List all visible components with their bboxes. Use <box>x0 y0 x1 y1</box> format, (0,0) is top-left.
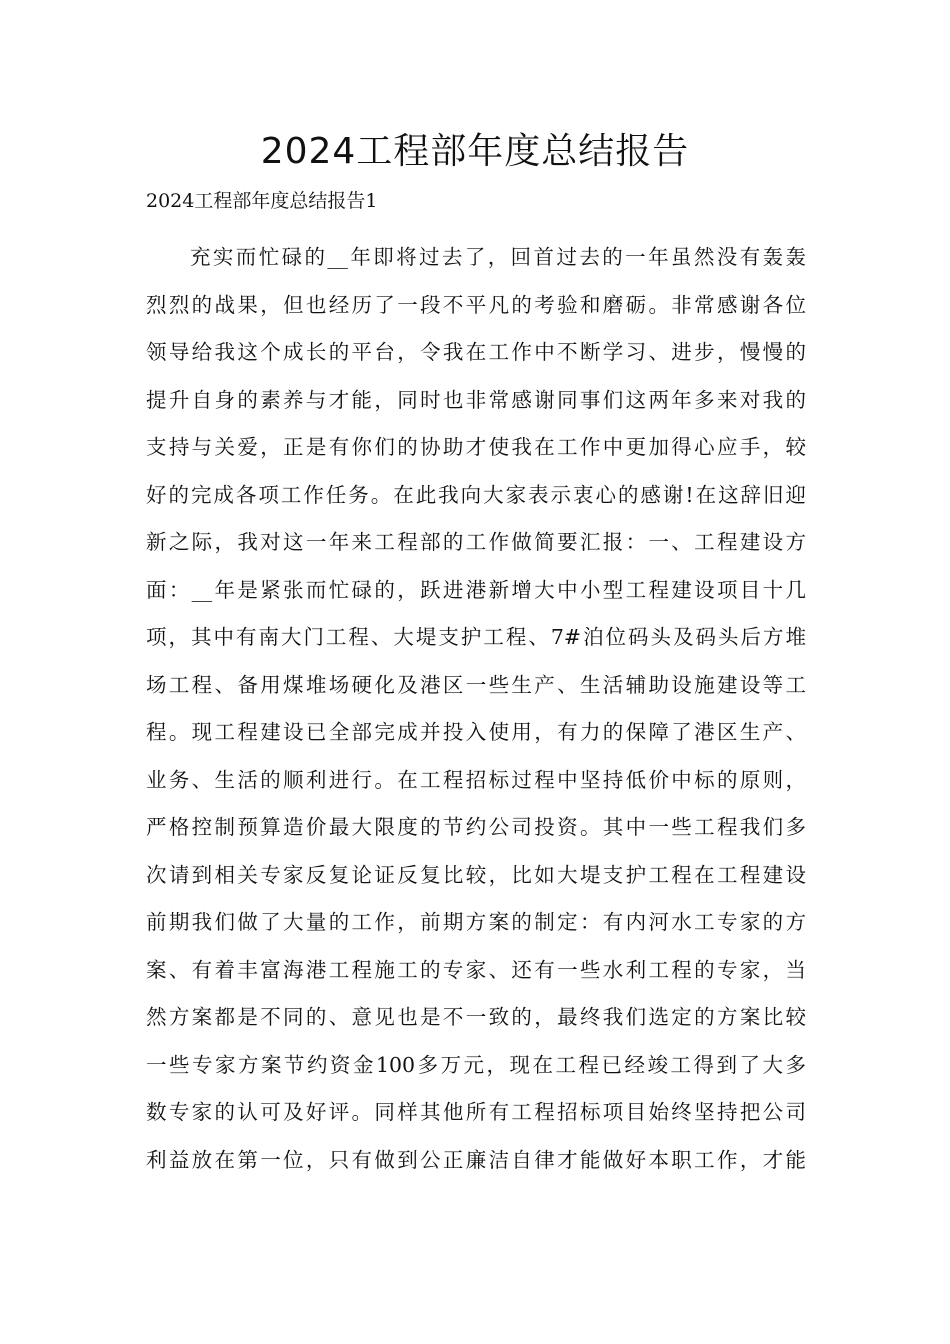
body-line: 领导给我这个成长的平台，令我在工作中不断学习、进步，慢慢的 <box>146 340 806 364</box>
document-subtitle: 2024工程部年度总结报告1 <box>146 190 378 212</box>
body-line: 项，其中有南大门工程、大堤支护工程、7#泊位码头及码头后方堆 <box>146 625 806 649</box>
body-line: 支持与关爱，正是有你们的协助才使我在工作中更加得心应手，较 <box>146 435 806 459</box>
body-line: 烈烈的战果，但也经历了一段不平凡的考验和磨砺。非常感谢各位 <box>146 292 806 317</box>
body-line: 前期我们做了大量的工作，前期方案的制定：有内河水工专家的方 <box>146 910 806 934</box>
body-line: 数专家的认可及好评。同样其他所有工程招标项目始终坚持把公司 <box>146 1100 806 1124</box>
body-line: 案、有着丰富海港工程施工的专家、还有一些水利工程的专家，当 <box>146 957 806 982</box>
body-line: 程。现工程建设已全部完成并投入使用，有力的保障了港区生产、 <box>146 720 806 744</box>
document-title: 2024工程部年度总结报告 <box>260 131 690 172</box>
body-line: 好的完成各项工作任务。在此我向大家表示衷心的感谢!在这辞旧迎 <box>146 482 806 507</box>
body-line: 严格控制预算造价最大限度的节约公司投资。其中一些工程我们多 <box>146 815 806 839</box>
body-line: 一些专家方案节约资金100多万元，现在工程已经竣工得到了大多 <box>146 1052 806 1077</box>
body-line: 充实而忙碌的__年即将过去了，回首过去的一年虽然没有轰轰 <box>190 245 806 269</box>
body-line: 业务、生活的顺利进行。在工程招标过程中坚持低价中标的原则， <box>146 767 806 792</box>
body-line: 次请到相关专家反复论证反复比较，比如大堤支护工程在工程建设 <box>146 862 806 887</box>
body-line: 场工程、备用煤堆场硬化及港区一些生产、生活辅助设施建设等工 <box>146 672 806 697</box>
body-line: 提升自身的素养与才能，同时也非常感谢同事们这两年多来对我的 <box>146 387 806 412</box>
body-line: 面：__年是紧张而忙碌的，跃进港新增大中小型工程建设项目十几 <box>146 577 806 602</box>
body-paragraph <box>146 234 806 1184</box>
body-line: 然方案都是不同的、意见也是不一致的，最终我们选定的方案比较 <box>146 1005 806 1029</box>
body-line: 利益放在第一位，只有做到公正廉洁自律才能做好本职工作，才能 <box>146 1147 806 1172</box>
body-line: 新之际，我对这一年来工程部的工作做简要汇报：一、工程建设方 <box>146 530 806 554</box>
